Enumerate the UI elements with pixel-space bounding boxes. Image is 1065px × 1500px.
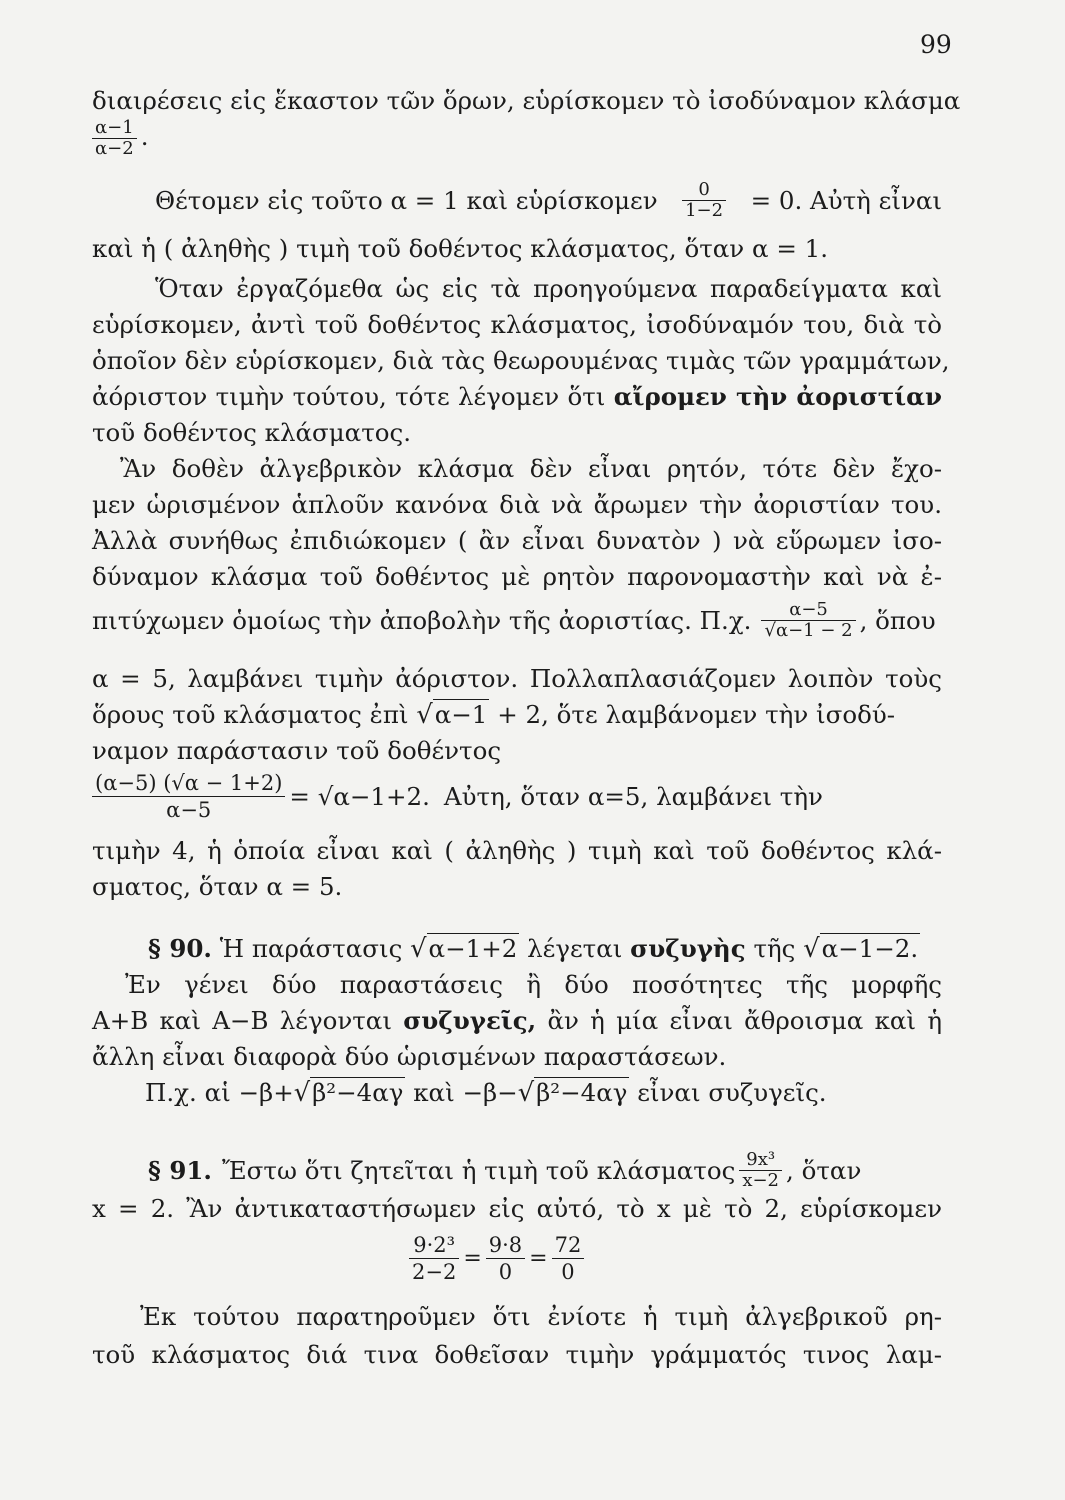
text-line: σματος, ὅταν α = 5. <box>92 872 343 901</box>
text-line: δύναμον κλάσμα τοῦ δοθέντος μὲ ρητὸν παρονομαστὴν καὶ νὰ ἐ- <box>92 562 942 591</box>
equals-sign: = <box>463 1246 482 1271</box>
fraction <box>486 1232 525 1285</box>
bold-phrase: αἴρομεν τὴν ἀοριστίαν <box>613 382 942 411</box>
text-segment: = √α−1+2. <box>289 781 430 811</box>
denominator: 0 <box>561 1260 575 1284</box>
text-segment: Αὐτη, ὅταν α=5, λαμβάνει τὴν <box>443 781 823 811</box>
fraction <box>92 770 285 823</box>
text-segment: τῆς <box>753 934 796 963</box>
denominator: α−5 <box>166 798 212 822</box>
radical-sign: √ <box>416 700 433 730</box>
text-line: ναμον παράστασιν τοῦ δοθέντος <box>92 736 502 765</box>
text-segment: πιτύχωμεν ὁμοίως τὴν ἀποβολὴν τῆς ἀοριστίας. Π.χ. <box>92 605 752 635</box>
fraction <box>739 1150 782 1191</box>
section-number: § 90. <box>148 934 212 963</box>
fraction-line: $\frac{\alpha-1}{\alpha-2}$ . <box>92 118 942 159</box>
numerator: 0 <box>682 180 726 201</box>
radicand: β²−4αγ <box>536 1078 628 1107</box>
radical-sign: √ <box>293 1078 311 1108</box>
text-segment: = 0. Αὐτὴ εἶναι <box>750 185 942 215</box>
text-segment: ἂν ἡ μία εἶναι ἄθροισμα καὶ ἡ <box>547 1006 942 1035</box>
numerator: 9x³ <box>739 1150 782 1171</box>
numerator: α−1 <box>92 118 137 139</box>
fraction <box>92 118 137 159</box>
fraction <box>552 1232 585 1285</box>
text-line: Ἐν γένει δύο παραστάσεις ἢ δύο ποσότητες τῆς μορφῆς <box>125 970 942 999</box>
text-line: α = 5, λαμβάνει τιμὴν ἀόριστον. Πολλαπλασιάζομεν λοιπὸν τοὺς <box>92 664 942 693</box>
text-line: εὑρίσκομεν, ἀντὶ τοῦ δοθέντος κλάσματος, ἰσοδύναμόν του, διὰ τὸ <box>92 310 942 339</box>
text-segment: ἀόριστον τιμὴν τούτου, τότε λέγομεν ὅτι <box>92 382 606 411</box>
paragraph-start: Ἂν δοθὲν ἀλγεβρικὸν κλάσμα δὲν εἶναι ρητόν, τότε δὲν ἔχο- <box>120 454 942 483</box>
text-segment: Θέτομεν εἰς τοῦτο α = 1 καὶ εὑρίσκομεν <box>155 185 658 215</box>
text-line: διαιρέσεις εἰς ἕκαστον τῶν ὅρων, εὑρίσκομεν τὸ ἰσοδύναμον κλάσμα <box>92 86 961 115</box>
text-line <box>92 380 942 414</box>
bold-term: συζυγὴς <box>630 934 746 963</box>
text-line <box>155 180 942 221</box>
numerator: 9·2³ <box>409 1232 459 1259</box>
fraction <box>682 180 726 221</box>
text-line <box>92 698 942 732</box>
denominator: 1−2 <box>685 200 724 221</box>
text-segment: Π.χ. αἱ −β+ <box>145 1078 294 1107</box>
radicand: α−1 <box>434 700 488 729</box>
text-segment: εἶναι συζυγεῖς. <box>637 1078 827 1107</box>
radical-sign: √ <box>410 934 427 964</box>
text-line: ὁποῖον δὲν εὑρίσκομεν, διὰ τὰς θεωρουμένας τιμὰς τῶν γραμμάτων, <box>92 346 950 375</box>
denominator: 2−2 <box>412 1260 457 1284</box>
text-line: x = 2. Ἂν ἀντικαταστήσωμεν εἰς αὐτό, τὸ x μὲ τὸ 2, εὑρίσκομεν <box>92 1194 942 1223</box>
equation <box>405 1232 588 1285</box>
fraction <box>761 600 855 641</box>
bold-term: συζυγεῖς, <box>403 1006 537 1035</box>
radical-sign: √ <box>803 934 820 964</box>
radicand: β²−4αγ <box>312 1078 404 1107</box>
text-segment: ὅρους τοῦ κλάσματος ἐπὶ <box>92 700 409 729</box>
paragraph-start: Ἐκ τούτου παρατηροῦμεν ὅτι ἐνίοτε ἡ τιμὴ ἀλγεβρικοῦ ρη- <box>140 1302 942 1331</box>
paragraph-start: Ὅταν ἐργαζόμεθα ὡς εἰς τὰ προηγούμενα παραδείγματα καὶ <box>155 274 942 303</box>
text-segment: καὶ −β− <box>413 1078 518 1107</box>
text-segment: + 2, ὅτε λαμβάνομεν τὴν ἰσοδύ- <box>497 700 896 729</box>
text-line <box>92 600 942 641</box>
numerator: 9·8 <box>486 1232 525 1259</box>
section-90-heading <box>148 932 942 966</box>
radicand: α−1−2. <box>821 934 919 963</box>
text-segment: Α+Β καὶ Α−Β λέγονται <box>92 1006 392 1035</box>
text-segment: , ὅπου <box>859 605 936 635</box>
text-line: ἄλλη εἶναι διαφορὰ δύο ὡρισμένων παραστάσεων. <box>92 1042 727 1071</box>
radicand: α−1+2 <box>428 934 518 963</box>
section-number: § 91. <box>148 1155 212 1185</box>
section-91-heading <box>148 1150 942 1191</box>
text-line: τοῦ δοθέντος κλάσματος. <box>92 418 412 447</box>
text-line: τιμὴν 4, ἡ ὁποία εἶναι καὶ ( ἀληθὴς ) τιμὴ καὶ τοῦ δοθέντος κλά- <box>92 836 942 865</box>
denominator: x−2 <box>742 1170 780 1191</box>
text-line <box>92 1004 942 1038</box>
equation-line <box>92 770 942 823</box>
text-line: Ἀλλὰ συνήθως ἐπιδιώκομεν ( ἂν εἶναι δυνατὸν ) νὰ εὕρωμεν ἰσο- <box>92 526 942 555</box>
text-line <box>145 1076 942 1110</box>
equals-sign: = <box>529 1246 548 1271</box>
numerator: 72 <box>552 1232 585 1259</box>
denominator: α−2 <box>95 138 134 159</box>
numerator: α−5 <box>761 600 855 621</box>
text-segment: Ἔστω ὅτι ζητεῖται ἡ τιμὴ τοῦ κλάσματος <box>221 1155 736 1185</box>
text-segment: λέγεται <box>527 934 623 963</box>
text-segment: Ἡ παράστασις <box>219 934 403 963</box>
denominator: 0 <box>498 1260 513 1284</box>
text-segment: , ὅταν <box>786 1155 862 1185</box>
text-line: καὶ ἡ ( ἀληθὴς ) τιμὴ τοῦ δοθέντος κλάσματος, ὅταν α = 1. <box>92 234 829 263</box>
numerator: (α−5) (√α − 1+2) <box>92 770 285 797</box>
text-line: μεν ὡρισμένον ἁπλοῦν κανόνα διὰ νὰ ἄρωμεν τὴν ἀοριστίαν του. <box>92 490 942 519</box>
radical-sign: √ <box>517 1078 535 1108</box>
denominator: √α−1 − 2 <box>764 620 853 641</box>
page-number: 99 <box>920 30 952 59</box>
fraction <box>409 1232 459 1285</box>
text-line: τοῦ κλάσματος διά τινα δοθεῖσαν τιμὴν γράμματός τινος λαμ- <box>92 1340 942 1369</box>
